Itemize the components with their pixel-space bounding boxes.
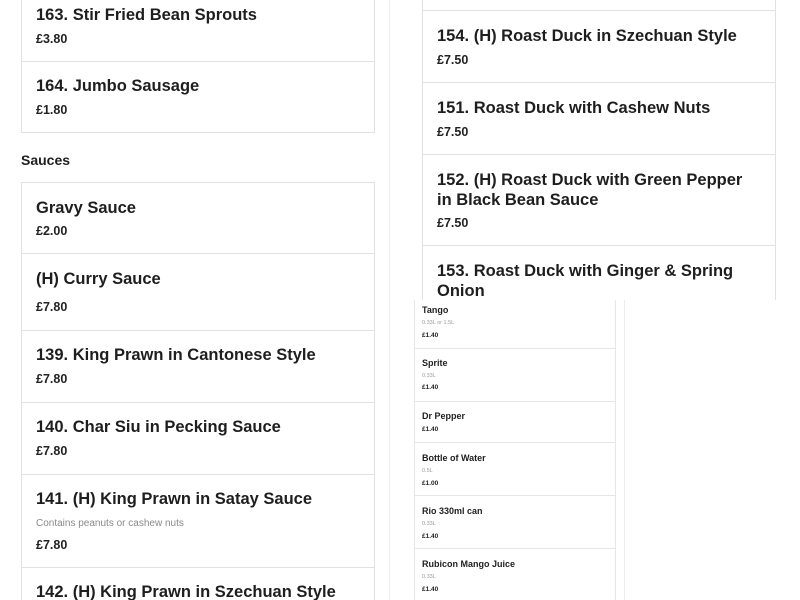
drink-item-price: £1.00: [422, 480, 439, 487]
drink-item-card[interactable]: [414, 348, 616, 402]
menu-item-name: 153. Roast Duck with Ginger & Spring Onion: [437, 262, 734, 300]
top-right-pane: [390, 0, 800, 300]
menu-item-price: £7.80: [36, 538, 68, 552]
drink-item-size: 0.33L: [422, 373, 436, 379]
menu-item-price: £7.80: [36, 372, 68, 386]
drink-item-price: £1.40: [422, 533, 439, 540]
menu-item-name: 140. Char Siu in Pecking Sauce: [36, 418, 281, 436]
menu-item-price: £7.80: [36, 300, 68, 314]
menu-item-description: Contains peanuts or cashew nuts: [36, 518, 184, 529]
drink-item-size: 0.5L: [422, 468, 433, 474]
drinks-pane: [390, 300, 800, 600]
menu-item-card[interactable]: [21, 253, 375, 300]
drink-item-card[interactable]: [414, 548, 616, 600]
menu-item-card[interactable]: [21, 474, 375, 568]
menu-item-name: 164. Jumbo Sausage: [36, 77, 200, 95]
drink-item-size: 0.33L: [422, 521, 436, 527]
drink-item-price: £1.40: [422, 332, 439, 339]
section-heading-sauces: Sauces: [21, 152, 71, 168]
drink-item-price: £1.40: [422, 426, 439, 433]
drink-item-card[interactable]: [414, 442, 616, 496]
drink-item-name: Bottle of Water: [422, 453, 486, 463]
menu-item-price: £2.00: [36, 224, 68, 238]
menu-item-price: £7.50: [437, 125, 469, 139]
column-divider: [624, 300, 625, 600]
drink-item-name: Rubicon Mango Juice: [422, 559, 516, 569]
drink-item-card[interactable]: [414, 495, 616, 549]
menu-item-card[interactable]: [21, 0, 375, 62]
menu-item-name: 152. (H) Roast Duck with Green Pepper in Black Bean Sauce: [437, 171, 743, 209]
menu-item-card[interactable]: [422, 245, 776, 300]
drink-item-name: Tango: [422, 305, 449, 315]
menu-item-name: Gravy Sauce: [36, 199, 136, 217]
menu-item-name: (H) Curry Sauce: [36, 270, 161, 288]
menu-item-price: £3.80: [36, 32, 68, 46]
drink-item-name: Rio 330ml can: [422, 506, 483, 516]
menu-item-card[interactable]: [422, 10, 776, 83]
drink-item-size: 0.33L or 1.5L: [422, 320, 455, 326]
menu-item-card[interactable]: [21, 61, 375, 133]
menu-item-card[interactable]: [21, 402, 375, 475]
menu-item-card[interactable]: [422, 154, 776, 246]
drink-item-card[interactable]: [414, 401, 616, 443]
menu-item-name: 163. Stir Fried Bean Sprouts: [36, 6, 257, 24]
menu-item-card[interactable]: [21, 330, 375, 403]
menu-item-price: £7.50: [437, 216, 469, 230]
menu-item-price: £7.50: [437, 53, 469, 67]
bottom-left-pane: [0, 300, 389, 600]
menu-item-price: £7.80: [36, 444, 68, 458]
menu-item-name: 141. (H) King Prawn in Satay Sauce: [36, 490, 313, 508]
menu-item-price: £1.80: [36, 103, 68, 117]
top-left-pane: [0, 0, 389, 300]
menu-item-name: 151. Roast Duck with Cashew Nuts: [437, 99, 711, 117]
drink-item-price: £1.40: [422, 586, 439, 593]
drink-item-name: Sprite: [422, 358, 448, 368]
drink-item-name: Dr Pepper: [422, 411, 466, 421]
menu-item-name: 154. (H) Roast Duck in Szechuan Style: [437, 27, 737, 45]
menu-item-name: 142. (H) King Prawn in Szechuan Style: [36, 583, 336, 600]
menu-item-card[interactable]: [21, 567, 375, 600]
drink-item-price: £1.40: [422, 384, 439, 391]
menu-item-card[interactable]: [21, 300, 375, 331]
menu-item-name: 139. King Prawn in Cantonese Style: [36, 346, 316, 364]
drink-item-size: 0.33L: [422, 574, 436, 580]
menu-item-card[interactable]: [21, 182, 375, 254]
menu-item-card[interactable]: [422, 82, 776, 155]
drink-item-card[interactable]: [414, 300, 616, 349]
